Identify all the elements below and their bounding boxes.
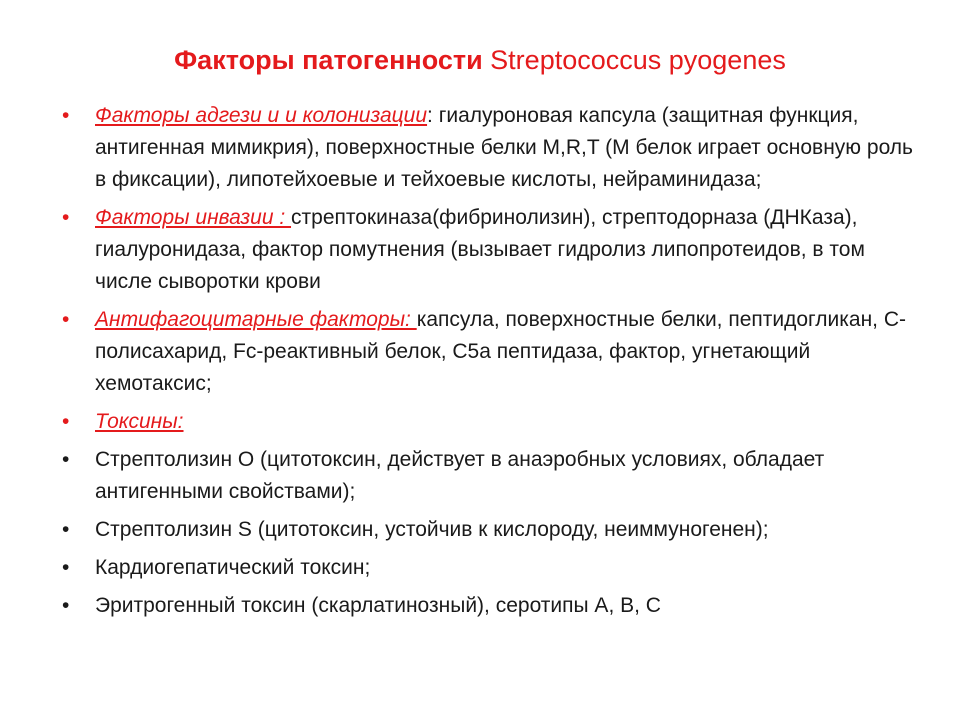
item-text: стрептокиназа(фибринолизин), стрептодорназа (ДНКаза), гиалуронидаза, фактор помутнения (вызывает гидролиз липопротеидов, в том числе сыворотки крови — [95, 206, 865, 293]
list-item — [62, 590, 922, 622]
title-species-part: Streptococcus pyogenes — [482, 45, 786, 75]
bullet-icon: • — [62, 104, 70, 127]
item-text: иалуроновая капсула (защитная функция, антигенная мимикрия), поверхностные белки M,R,T (М белок играет основную роль в фиксации), липотейхоевые и тейхоевые кислоты, нейраминидаза; — [95, 104, 913, 191]
bullet-icon: • — [62, 308, 70, 331]
list-item — [62, 304, 922, 400]
bullet-icon: • — [62, 410, 70, 433]
bullet-icon: • — [62, 556, 70, 579]
bullet-list — [62, 100, 922, 628]
bullet-icon: • — [62, 518, 70, 541]
item-text: Кардиогепатический токсин; — [95, 556, 371, 579]
title-bold-part: Факторы патогенности — [174, 45, 483, 75]
item-heading: Токсины: — [95, 410, 184, 433]
item-text: Эритрогенный токсин (скарлатинозный), серотипы А, В, С — [95, 594, 661, 617]
item-text: Стрептолизин S (цитотоксин, устойчив к кислороду, неиммуногенен); — [95, 518, 769, 541]
list-item — [62, 552, 922, 584]
list-item — [62, 444, 922, 508]
item-heading: Факторы адгези и и колонизации — [95, 104, 428, 127]
item-text: Стрептолизин О (цитотоксин, действует в анаэробных условиях, обладает антигенными свойствами); — [95, 448, 825, 503]
item-separator: : г — [427, 104, 447, 127]
item-heading: Факторы инвазии : — [95, 206, 292, 229]
list-item — [62, 202, 922, 298]
bullet-icon: • — [62, 206, 70, 229]
slide-title — [0, 40, 960, 80]
bullet-icon: • — [62, 448, 70, 471]
item-heading: Антифагоцитарные факторы: — [95, 308, 417, 331]
bullet-icon: • — [62, 594, 70, 617]
list-item — [62, 514, 922, 546]
list-item — [62, 100, 922, 196]
item-text: капсула, поверхностные белки, пептидогликан, С-полисахарид, Fc-реактивный белок, С5а пептидаза, фактор, угнетающий хемотаксис; — [95, 308, 906, 395]
list-item — [62, 406, 922, 438]
